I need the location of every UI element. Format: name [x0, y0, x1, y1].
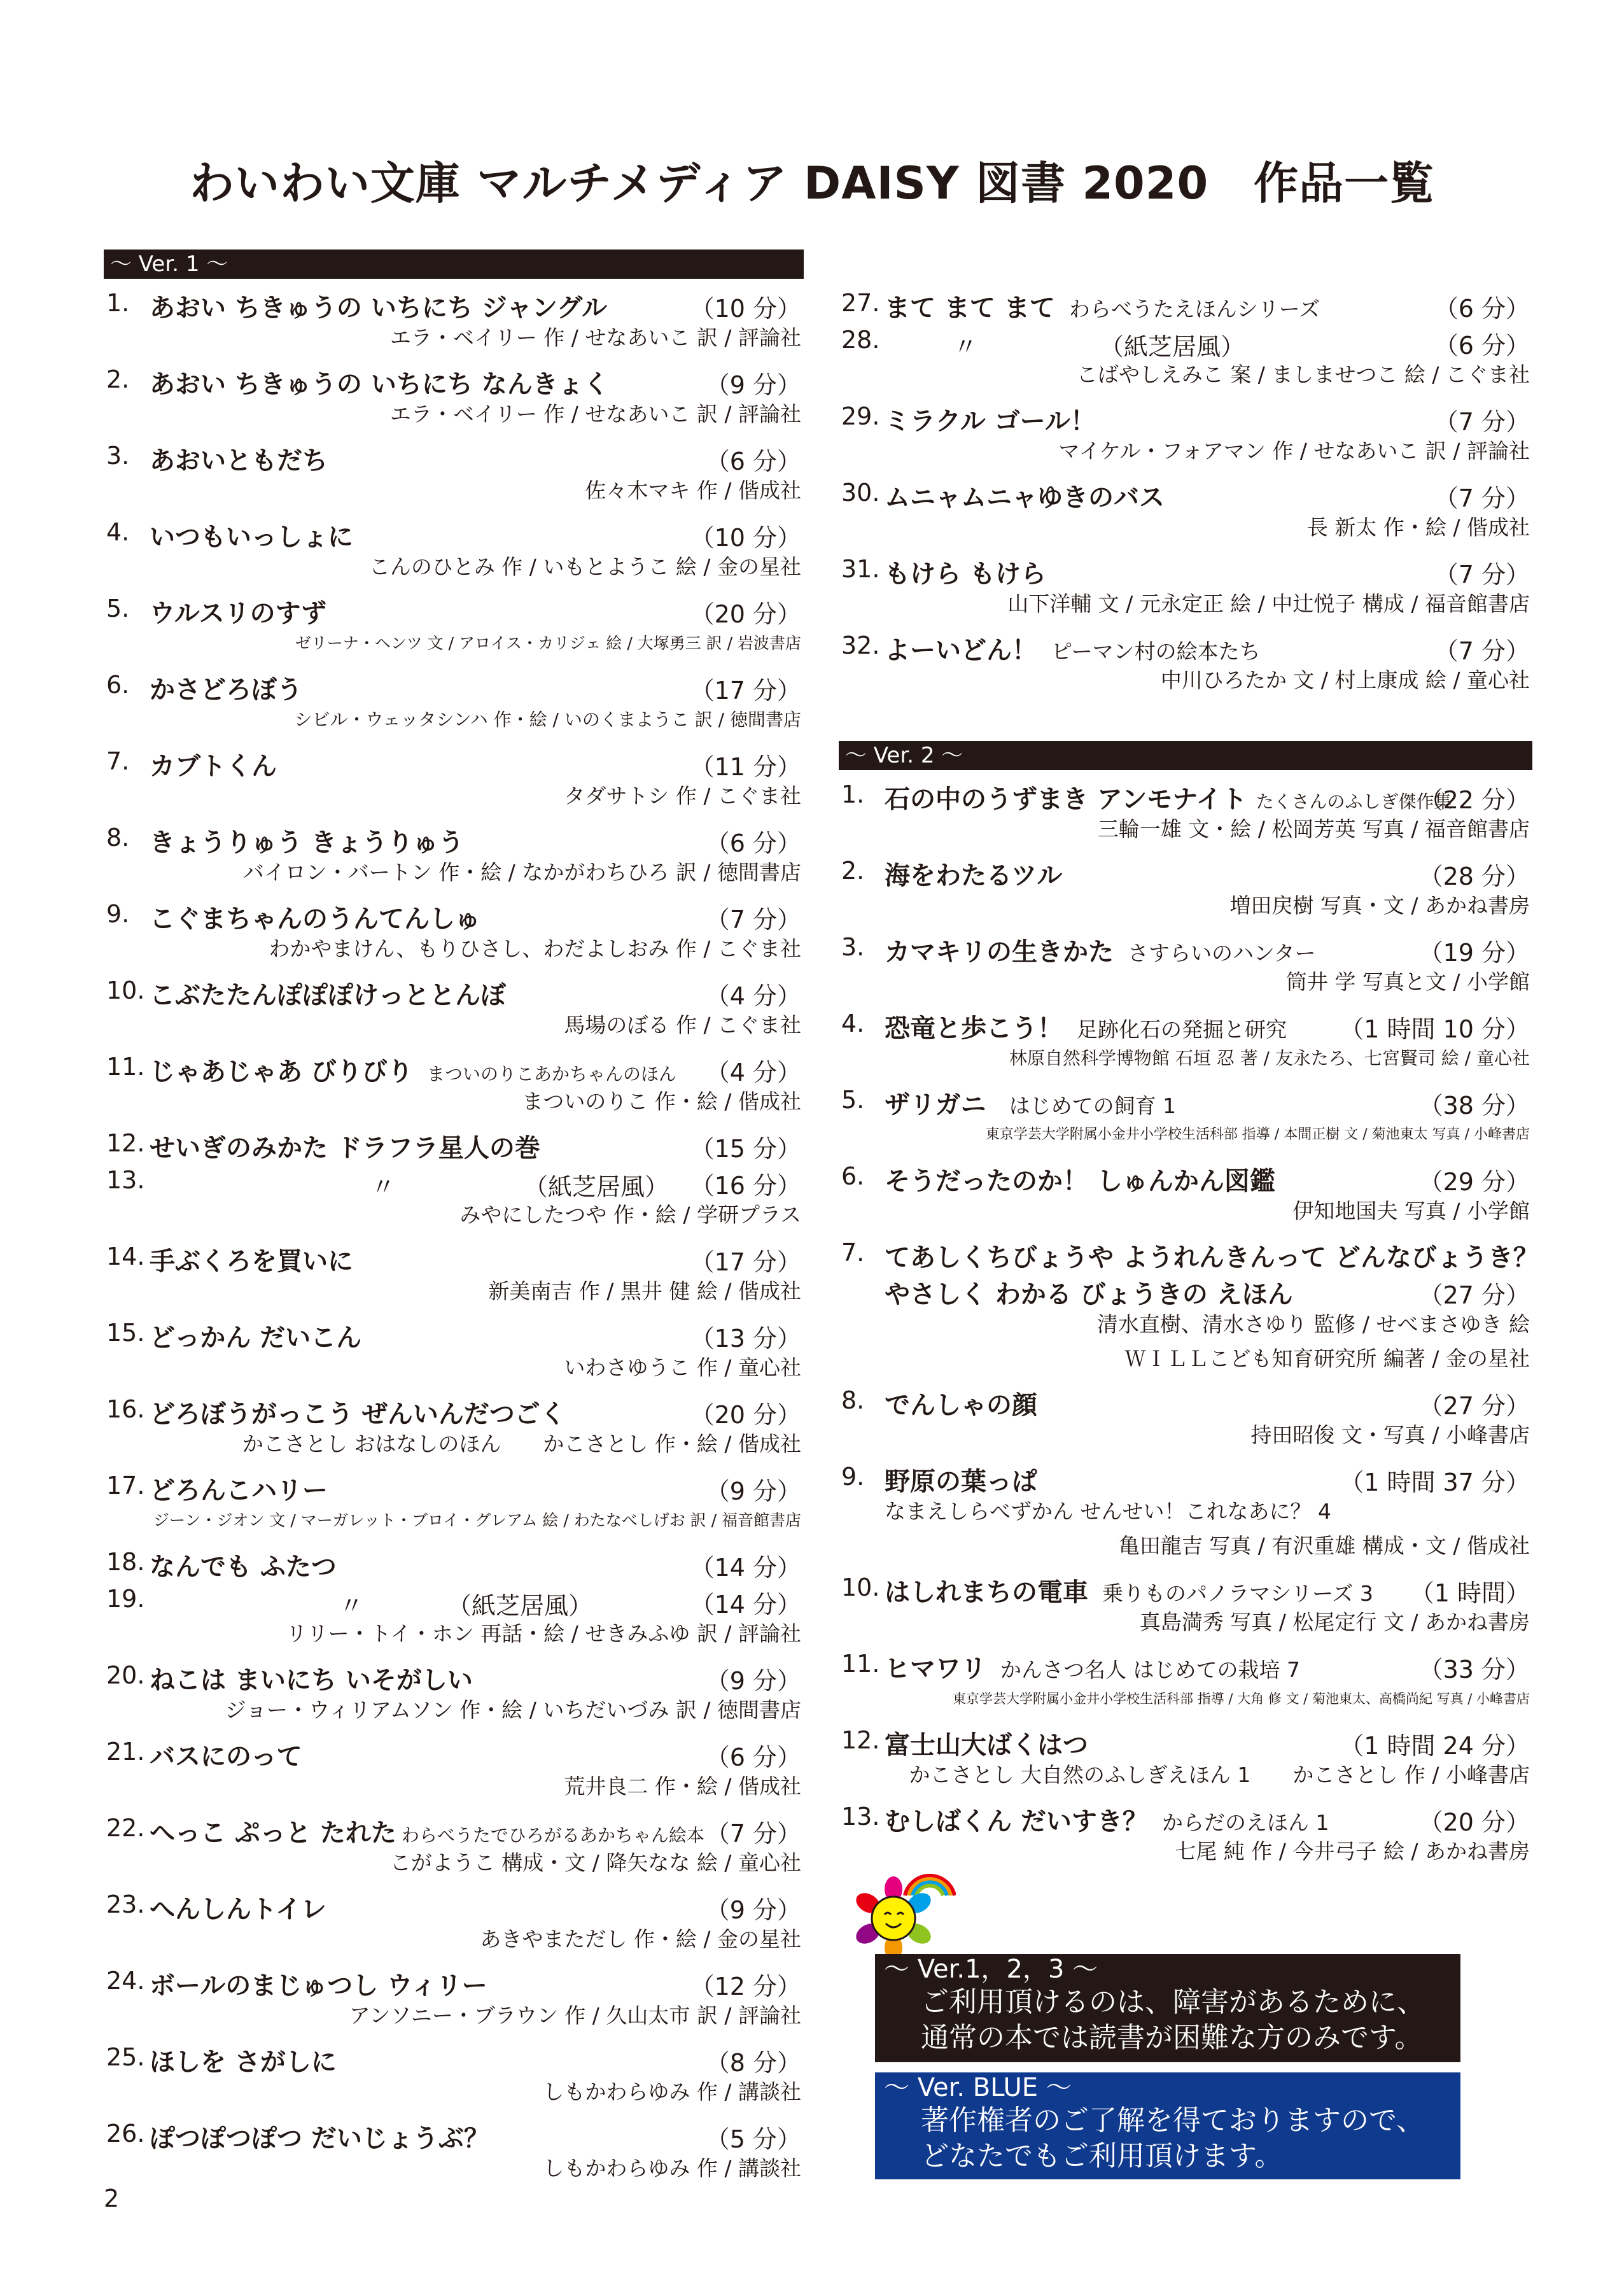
item-title: どっかん だいこん — [150, 1323, 362, 1353]
item-title: いつもいっしょに — [150, 523, 353, 552]
item-title: ミラクル ゴール！ — [885, 407, 1096, 436]
mascot-face — [872, 1897, 915, 1940]
item-series: わらべうたえほんシリーズ — [1068, 297, 1320, 321]
item-duration: （1 時間） — [1410, 1579, 1530, 1607]
item-duration: （29 分） — [1418, 1168, 1530, 1196]
item-credit: 七尾 純 作 / 今井弓子 絵 / あかね書房 — [1175, 1839, 1530, 1864]
item-title: ムニャムニャゆきのバス — [885, 483, 1165, 512]
list-item — [839, 1157, 1532, 1228]
item-number: 17. — [106, 1472, 145, 1500]
item-title: 恐竜と歩こう！ — [885, 1014, 1063, 1043]
item-number: 28. — [841, 326, 880, 354]
item-credit: 東京学芸大学附属小金井小学校生活科部 指導 / 本間正樹 文 / 菊池東太 写真 / 小峰書店 — [985, 1127, 1530, 1143]
item-title: あおい ちきゅうの いちにち ジャングル — [150, 293, 607, 323]
item-number: 23. — [106, 1890, 145, 1918]
list-item — [839, 1797, 1532, 1869]
list-item — [104, 437, 804, 508]
ditto-mark: 〃 — [339, 1592, 364, 1620]
item-duration: （16 分） — [690, 1172, 801, 1200]
notice-text: 通常の本では読書が困難な方のみです。 — [921, 2021, 1423, 2054]
item-series: 足跡化石の発掘と研究 — [1077, 1017, 1287, 1042]
list-item — [839, 1004, 1532, 1076]
item-series: からだのえほん 1 — [1161, 1810, 1329, 1835]
item-number: 1. — [106, 289, 130, 317]
item-title: へっこ ぷっと たれた — [150, 1818, 396, 1848]
item-title: まて まて まて — [885, 293, 1055, 323]
item-duration: （6 分） — [705, 1743, 801, 1771]
item-duration: （7 分） — [1434, 637, 1530, 665]
item-number: 22. — [106, 1814, 145, 1842]
item-credit: 山下洋輔 文 / 元永定正 絵 / 中辻悦子 構成 / 福音館書店 — [1007, 591, 1530, 616]
item-credit: 筒井 学 写真と文 / 小学館 — [1285, 969, 1530, 994]
list-item — [104, 819, 804, 890]
item-credit: ジーン・ジオン 文 / マーガレット・ブロイ・グレアム 絵 / わたなべしげお 訳 / 福音館書店 — [153, 1511, 801, 1529]
item-duration: （6 分） — [705, 829, 801, 857]
item-title: カマキリの生きかた — [885, 938, 1114, 967]
item-number: 31. — [841, 555, 880, 583]
item-credit: エラ・ベイリー 作 / せなあいこ 訳 / 評論社 — [389, 402, 801, 426]
list-item — [104, 284, 804, 355]
item-duration: （8 分） — [705, 2049, 801, 2077]
item-credit: 林原自然科学博物館 石垣 忍 著 / 友永たろ、七宮賢司 絵 / 童心社 — [1009, 1048, 1530, 1069]
item-credit: こがようこ 構成・文 / 降矢なな 絵 / 童心社 — [389, 1850, 801, 1875]
item-number: 2. — [841, 857, 865, 885]
item-duration: （38 分） — [1418, 1092, 1530, 1120]
item-credit: 清水直樹、清水さゆり 監修 / せべまさゆき 絵 — [1096, 1312, 1530, 1337]
list-item — [104, 666, 804, 737]
item-number: 13. — [841, 1803, 880, 1831]
item-duration: （4 分） — [705, 982, 801, 1010]
list-item — [104, 1809, 804, 1880]
item-number: 29. — [841, 402, 880, 430]
item-number: 7. — [841, 1239, 865, 1267]
item-credit: 佐々木マキ 作 / 偕成社 — [585, 478, 801, 503]
list-item — [104, 1237, 804, 1309]
list-item — [839, 1081, 1532, 1152]
item-number: 5. — [841, 1086, 865, 1114]
item-credit: ジョー・ウィリアムソン 作・絵 / いちだいづみ 訳 / 徳間書店 — [225, 1698, 801, 1722]
item-duration: （6 分） — [1434, 295, 1530, 323]
list-item — [839, 550, 1532, 621]
list-item — [104, 1733, 804, 1804]
item-number: 14. — [106, 1242, 145, 1270]
list-item — [839, 1721, 1532, 1792]
page-number: 2 — [104, 2184, 120, 2212]
list-item — [104, 360, 804, 432]
item-title-line2: やさしく わかる びょうきの えほん — [885, 1280, 1293, 1309]
item-title: かさどろぼう — [150, 675, 302, 705]
item-title: ほしを さがしに — [150, 2048, 337, 2077]
list-item — [104, 1048, 804, 1119]
section-header-ver1: ～ Ver. 1 ～ — [104, 250, 804, 279]
item-number: 7. — [106, 747, 130, 775]
item-duration: （14 分） — [690, 1554, 801, 1582]
list-item — [839, 1645, 1532, 1716]
item-credit: 中川ひろたか 文 / 村上康成 絵 / 童心社 — [1160, 668, 1530, 693]
list-item — [104, 513, 804, 584]
item-title: ボールのまじゅつし ウィリー — [150, 1971, 487, 2000]
item-duration: （17 分） — [690, 1248, 801, 1276]
mascot-illustration — [848, 1862, 956, 1958]
item-title: ウルスリのすず — [150, 599, 326, 628]
item-number: 18. — [106, 1548, 145, 1576]
item-duration: （20 分） — [690, 1401, 801, 1429]
list-item — [104, 1390, 804, 1461]
item-number: 20. — [106, 1661, 145, 1689]
list-item — [104, 1885, 804, 1957]
item-title: 手ぶくろを買いに — [150, 1247, 353, 1276]
item-credit: 東京学芸大学附属小金井小学校生活科部 指導 / 大角 修 文 / 菊池東太、高橋尚紀 写真 / 小峰書店 — [953, 1691, 1530, 1706]
item-credit: わかやまけん、もりひさし、わだよしおみ 作 / こぐま社 — [269, 936, 801, 961]
item-number: 30. — [841, 479, 880, 507]
item-number: 11. — [841, 1650, 880, 1678]
list-item — [104, 1466, 804, 1538]
list-item — [104, 1124, 804, 1232]
ditto-mark: 〃 — [371, 1173, 396, 1201]
item-series: なまえしらべずかん せんせい！これなあに？ 4 — [885, 1499, 1331, 1524]
item-credit: あきやまただし 作・絵 / 金の星社 — [480, 1927, 801, 1951]
item-credit: かこさとし 大自然のふしぎえほん 1 かこさとし 作 / 小峰書店 — [909, 1762, 1530, 1787]
item-credit: 新美南吉 作 / 黒井 健 絵 / 偕成社 — [488, 1279, 801, 1304]
item-number: 4. — [841, 1009, 865, 1037]
item-credit: バイロン・バートン 作・絵 / なかがわちひろ 訳 / 徳間書店 — [242, 860, 801, 885]
right-column — [839, 250, 1539, 1869]
item-duration: （33 分） — [1418, 1656, 1530, 1684]
item-number: 8. — [106, 824, 130, 852]
item-credit: 増田戻樹 写真・文 / あかね書房 — [1229, 893, 1530, 918]
list-item — [839, 852, 1532, 923]
item-number: 1. — [841, 780, 865, 808]
item-title: もけら もけら — [885, 559, 1046, 589]
list-item — [104, 1962, 804, 2033]
item-credit: 荒井良二 作・絵 / 偕成社 — [564, 1774, 801, 1799]
item-number: 25. — [106, 2043, 145, 2071]
item-credit: しもかわらゆみ 作 / 講談社 — [543, 2079, 801, 2104]
item-duration: （11 分） — [690, 753, 801, 781]
item-duration: （12 分） — [690, 1972, 801, 2000]
item-duration: （9 分） — [705, 371, 801, 399]
item-title: へんしんトイレ — [150, 1895, 326, 1924]
item-duration: （6 分） — [1434, 332, 1530, 360]
list-item — [104, 1656, 804, 1727]
item-duration: （22 分） — [1418, 786, 1530, 814]
list-item — [104, 2114, 804, 2186]
list-item — [839, 775, 1532, 847]
item-number: 3. — [841, 933, 865, 961]
item-number: 13. — [106, 1166, 145, 1194]
notice-text: 著作権者のご了解を得ておりますので、 — [921, 2104, 1425, 2137]
item-title: せいぎのみかた ドラフラ星人の巻 — [150, 1134, 540, 1163]
list-item — [839, 397, 1532, 468]
list-item — [104, 1543, 804, 1651]
list-item — [104, 589, 804, 661]
item-duration: （27 分） — [1418, 1281, 1530, 1309]
page-title: わいわい文庫 マルチメディア DAISY 図書 2020 作品一覧 — [189, 157, 1435, 209]
item-series: ピーマン村の絵本たち — [1051, 639, 1261, 664]
item-title: はしれまちの電車 — [885, 1578, 1088, 1607]
item-number: 4. — [106, 518, 130, 546]
item-number: 10. — [106, 976, 145, 1004]
item-title: なんでも ふたつ — [150, 1552, 337, 1582]
item-title: むしばくん だいすき？ — [885, 1807, 1148, 1836]
item-title: きょうりゅう きょうりゅう — [150, 828, 464, 857]
item-duration: （7 分） — [1434, 484, 1530, 512]
item-credit: まついのりこ 作・絵 / 偕成社 — [522, 1089, 801, 1114]
item-credit: シビル・ウェッタシンハ 作・絵 / いのくまようこ 訳 / 徳間書店 — [294, 709, 801, 730]
item-duration: （9 分） — [705, 1667, 801, 1695]
item-title: でんしゃの顔 — [885, 1391, 1037, 1420]
item-title: こぐまちゃんのうんてんしゅ — [150, 904, 480, 934]
notice-heading: ～ Ver. BLUE ～ — [884, 2073, 1072, 2102]
ditto-mark: 〃 — [953, 333, 978, 361]
item-title: ぽつぽつぽつ だいじょうぶ？ — [150, 2124, 489, 2153]
item-title: バスにのって — [150, 1742, 302, 1771]
item-series: たくさんのふしぎ傑作集 — [1256, 791, 1452, 812]
item-series: さすらいのハンター — [1128, 941, 1316, 966]
list-item — [839, 928, 1532, 999]
item-credit: 長 新太 作・絵 / 偕成社 — [1306, 515, 1530, 540]
item-title: ヒマワリ — [885, 1654, 986, 1684]
item-duration: （19 分） — [1418, 939, 1530, 967]
item-number: 15. — [106, 1319, 145, 1347]
list-item — [104, 2038, 804, 2109]
item-title: こぶたたんぽぽぽけっととんぼ — [150, 981, 506, 1010]
item-number: 26. — [106, 2120, 145, 2148]
item-duration: （27 分） — [1418, 1392, 1530, 1420]
item-duration: （7 分） — [1434, 408, 1530, 436]
item-duration: （7 分） — [1434, 561, 1530, 589]
item-number: 6. — [841, 1162, 865, 1190]
item-credit: かこさとし おはなしのほん かこさとし 作・絵 / 偕成社 — [242, 1431, 801, 1456]
item-credit: ＷＩＬＬこども知育研究所 編著 / 金の星社 — [1124, 1346, 1530, 1371]
item-duration: （6 分） — [705, 447, 801, 475]
item-series: 乗りものパノラマシリーズ 3 — [1102, 1581, 1373, 1606]
item-duration: （1 時間 24 分） — [1340, 1732, 1530, 1760]
item-credit: 馬場のぼる 作 / こぐま社 — [564, 1013, 801, 1037]
item-number: 3. — [106, 442, 130, 470]
item-format: （紙芝居風） — [524, 1173, 669, 1201]
item-credit: 真島満秀 写真 / 松尾定行 文 / あかね書房 — [1139, 1610, 1530, 1635]
item-number: 32. — [841, 631, 880, 659]
item-number: 19. — [106, 1585, 145, 1613]
item-number: 12. — [106, 1129, 145, 1157]
list-item — [839, 1568, 1532, 1640]
item-credit: タダサトシ 作 / こぐま社 — [564, 784, 801, 808]
item-number: 16. — [106, 1395, 145, 1423]
item-title: てあしくちびょうや ようれんきんって どんなびょうき？ — [885, 1243, 1539, 1272]
item-title: カブトくん — [150, 752, 277, 781]
item-series: はじめての飼育 1 — [1009, 1093, 1177, 1118]
item-duration: （4 分） — [705, 1058, 801, 1086]
item-title: 海をわたるツル — [885, 861, 1063, 890]
item-duration: （13 分） — [690, 1325, 801, 1353]
item-title: ザリガニ — [885, 1090, 986, 1120]
item-credit: ゼリーナ・ヘンツ 文 / アロイス・カリジェ 絵 / 大塚勇三 訳 / 岩波書店 — [295, 634, 801, 652]
item-title: じゃあじゃあ びりびり — [150, 1057, 413, 1086]
item-duration: （28 分） — [1418, 862, 1530, 890]
item-number: 27. — [841, 289, 880, 317]
item-duration: （7 分） — [705, 906, 801, 934]
list-item — [104, 971, 804, 1043]
item-number: 9. — [106, 900, 130, 928]
item-credit: リリー・トイ・ホン 再話・絵 / せきみふゆ 訳 / 評論社 — [286, 1621, 801, 1646]
list-item — [104, 895, 804, 966]
item-number: 24. — [106, 1967, 145, 1995]
list-item — [839, 1234, 1539, 1376]
item-number: 8. — [841, 1386, 865, 1414]
item-duration: （17 分） — [690, 677, 801, 705]
item-number: 10. — [841, 1573, 880, 1601]
notice-text: どなたでもご利用頂けます。 — [921, 2140, 1283, 2172]
item-title: 富士山大ばくはつ — [885, 1731, 1088, 1760]
item-credit: エラ・ベイリー 作 / せなあいこ 訳 / 評論社 — [389, 325, 801, 350]
item-title: どろぼうがっこう ぜんいんだつごく — [150, 1400, 566, 1429]
item-title: ねこは まいにち いそがしい — [150, 1666, 473, 1695]
item-series: わらべうたでひろがるあかちゃん絵本 — [401, 1825, 704, 1846]
item-credit: アンソニー・ブラウン 作 / 久山太市 訳 / 評論社 — [349, 2003, 801, 2028]
notice-box-ver-blue — [875, 2072, 1460, 2179]
item-number: 5. — [106, 594, 130, 622]
notice-heading: ～ Ver.1，2，3 ～ — [884, 1955, 1098, 1984]
item-credit: しもかわらゆみ 作 / 講談社 — [543, 2156, 801, 2181]
item-title: どろんこハリー — [150, 1476, 328, 1505]
section-header-ver2: ～ Ver. 2 ～ — [839, 741, 1532, 770]
item-duration: （1 時間 10 分） — [1340, 1015, 1530, 1043]
item-number: 11. — [106, 1053, 145, 1081]
item-series: まついのりこあかちゃんのほん — [426, 1064, 676, 1085]
item-duration: （9 分） — [705, 1477, 801, 1505]
list-item — [839, 1381, 1532, 1452]
notice-box-ver123 — [875, 1954, 1460, 2062]
notice-text: ご利用頂けるのは、障害があるために、 — [921, 1986, 1425, 2018]
list-item — [839, 626, 1532, 698]
item-duration: （1 時間 37 分） — [1340, 1468, 1530, 1496]
item-credit: マイケル・フォアマン 作 / せなあいこ 訳 / 評論社 — [1058, 439, 1530, 463]
item-number: 12. — [841, 1726, 880, 1754]
list-item — [839, 284, 1532, 392]
item-credit: こんのひとみ 作 / いもとようこ 絵 / 金の星社 — [368, 554, 801, 579]
item-duration: （20 分） — [690, 600, 801, 628]
item-duration: （5 分） — [705, 2125, 801, 2153]
item-number: 6. — [106, 671, 130, 699]
list-item — [104, 1314, 804, 1385]
item-duration: （15 分） — [690, 1135, 801, 1163]
item-title: あおいともだち — [150, 446, 328, 475]
item-duration: （7 分） — [705, 1820, 801, 1848]
item-credit: 持田昭俊 文・写真 / 小峰書店 — [1250, 1423, 1530, 1447]
list-item — [839, 1458, 1532, 1563]
item-number: 21. — [106, 1738, 145, 1766]
item-duration: （9 分） — [705, 1896, 801, 1924]
item-title: そうだったのか！ しゅんかん図鑑 — [885, 1167, 1275, 1196]
item-credit: 三輪一雄 文・絵 / 松岡芳英 写真 / 福音館書店 — [1097, 817, 1530, 841]
item-title: 野原の葉っぱ — [885, 1467, 1037, 1496]
item-title: よーいどん！ — [885, 636, 1037, 665]
item-series: かんさつ名人 はじめての栽培 7 — [1000, 1657, 1300, 1682]
item-duration: （10 分） — [690, 524, 801, 552]
item-credit: 亀田龍吉 写真 / 有沢重雄 構成・文 / 偕成社 — [1118, 1533, 1530, 1558]
list-item — [104, 742, 804, 813]
item-title: 石の中のうずまき アンモナイト — [885, 785, 1247, 814]
item-format: （紙芝居風） — [1100, 333, 1245, 361]
item-credit: こばやしえみこ 案 / ましませつこ 絵 / こぐま社 — [1076, 362, 1530, 387]
item-number: 9. — [841, 1463, 865, 1491]
list-item — [839, 474, 1532, 545]
item-format: （紙芝居風） — [447, 1592, 593, 1620]
item-duration: （20 分） — [1418, 1808, 1530, 1836]
item-title: あおい ちきゅうの いちにち なんきょく — [150, 370, 609, 399]
item-duration: （10 分） — [690, 295, 801, 323]
item-credit: 伊知地国夫 写真 / 小学館 — [1292, 1199, 1530, 1223]
item-credit: いわさゆうこ 作 / 童心社 — [564, 1355, 801, 1380]
item-credit: みやにしたつや 作・絵 / 学研プラス — [459, 1202, 801, 1227]
item-number: 2. — [106, 365, 130, 393]
item-duration: （14 分） — [690, 1591, 801, 1619]
left-column — [104, 250, 804, 2186]
